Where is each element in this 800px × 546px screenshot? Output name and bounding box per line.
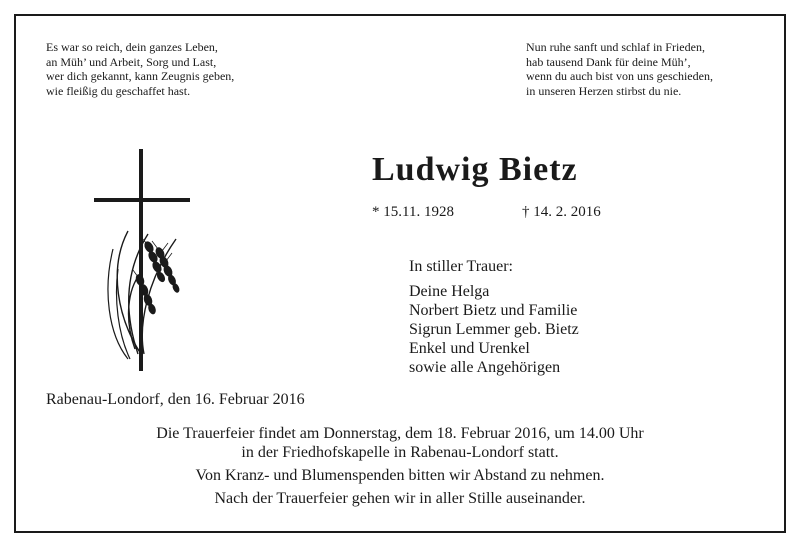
mourner-name: Norbert Bietz und Familie	[409, 302, 578, 319]
poem-line: Es war so reich, dein ganzes Leben,	[46, 40, 218, 54]
poem-line: Nun ruhe sanft und schlaf in Frieden,	[526, 40, 705, 54]
place-and-date: Rabenau-Londorf, den 16. Februar 2016	[46, 391, 305, 408]
poem-right	[526, 40, 713, 98]
notice-line: Die Trauerfeier findet am Donnerstag, dem 18. Februar 2016, um 14.00 Uhr	[156, 425, 644, 442]
birth-date: * 15.11. 1928	[372, 204, 454, 220]
mourner-name: Sigrun Lemmer geb. Bietz	[409, 321, 579, 338]
mourner-name: Enkel und Urenkel	[409, 340, 530, 357]
deceased-name: Ludwig Bietz	[372, 151, 578, 188]
mourners-block	[409, 257, 579, 377]
mourner-name: sowie alle Angehörigen	[409, 359, 561, 376]
funeral-notice	[16, 424, 784, 508]
poem-line: wie fleißig du geschaffet hast.	[46, 83, 191, 98]
notice-line: Nach der Trauerfeier gehen wir in aller Stille auseinander.	[214, 490, 586, 507]
mourners-intro: In stiller Trauer:	[409, 258, 513, 275]
notice-line: Von Kranz- und Blumenspenden bitten wir Abstand zu nehmen.	[195, 467, 605, 484]
obituary-card	[14, 14, 786, 533]
poem-line: an Müh’ und Arbeit, Sorg und Last,	[46, 54, 217, 69]
cross-with-wheat-icon	[78, 149, 196, 375]
poem-line: wer dich gekannt, kann Zeugnis geben,	[46, 69, 235, 83]
death-date: † 14. 2. 2016	[522, 204, 601, 220]
poem-line: hab tausend Dank für deine Müh’,	[526, 54, 691, 69]
poem-line: wenn du auch bist von uns geschieden,	[526, 69, 713, 83]
poem-left	[46, 40, 234, 98]
poem-line: in unseren Herzen stirbst du nie.	[526, 83, 682, 98]
notice-line: in der Friedhofskapelle in Rabenau-Londorf statt.	[241, 444, 559, 461]
mourner-name: Deine Helga	[409, 283, 490, 300]
